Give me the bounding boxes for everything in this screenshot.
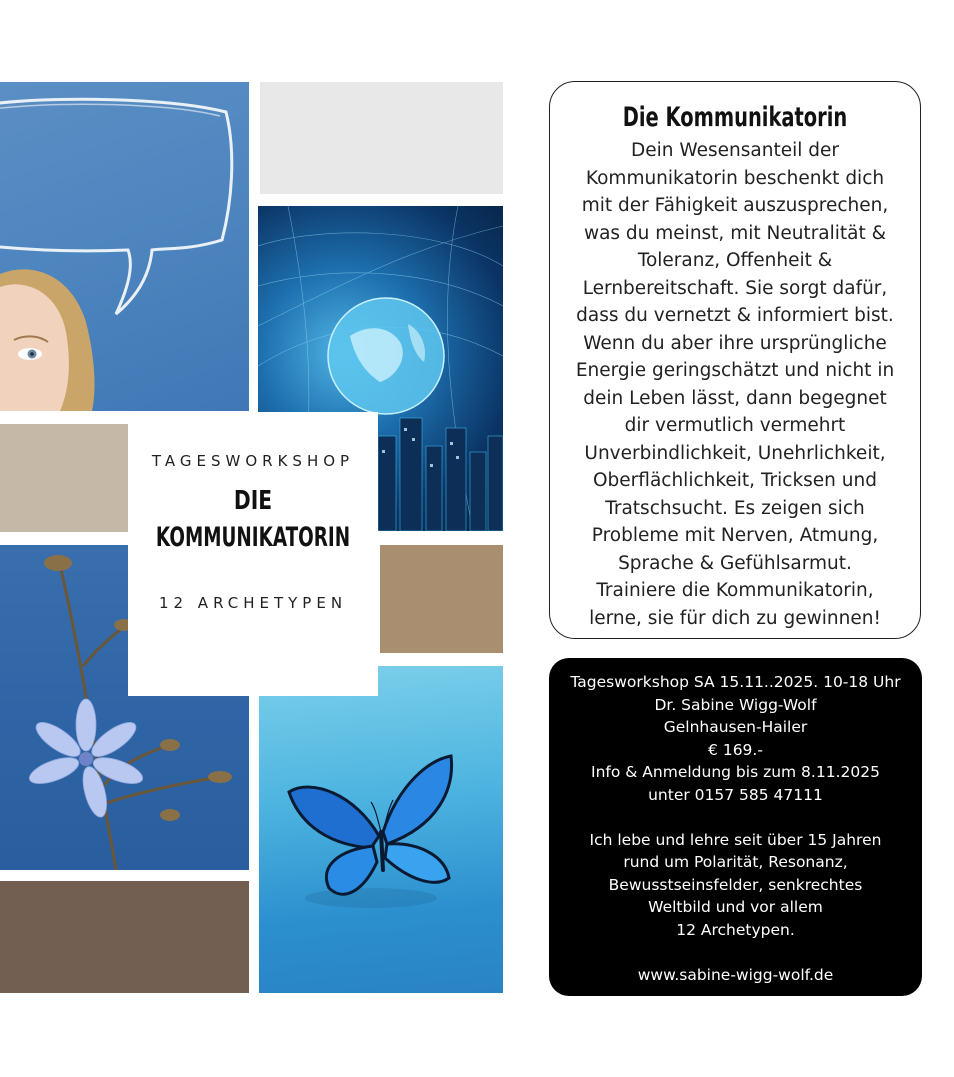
bio-line: Bewusstseinsfelder, senkrechtes: [608, 875, 863, 894]
description-line: was du meinst, mit Neutralität &: [583, 222, 887, 244]
description-line: Kommunikatorin beschenkt dich: [585, 167, 885, 189]
workshop-title-card: [128, 412, 378, 696]
title-line-2: KOMMUNIKATORIN: [155, 522, 351, 553]
description-text: [550, 137, 920, 632]
description-line: lerne, sie für dich zu gewinnen!: [589, 607, 881, 629]
speech-bubble-woman-photo: [0, 82, 249, 411]
blue-butterfly-photo: [259, 666, 503, 993]
description-line: Oberflächlichkeit, Tricksen und: [593, 470, 877, 491]
description-line: Energie geringschätzt und nicht in: [575, 360, 895, 381]
title-subtitle: 12 ARCHETYPEN: [158, 594, 348, 612]
description-line: dass du vernetzt & informiert bist.: [576, 305, 894, 326]
event-date-line: Tagesworkshop SA 15.11..2025. 10-18 Uhr: [570, 673, 901, 691]
description-line: Trainiere die Kommunikatorin,: [596, 580, 874, 601]
description-line: Dein Wesensanteil der: [631, 140, 839, 161]
info-spacer: [549, 806, 922, 829]
brown-color-block: [0, 881, 249, 993]
description-title: Die Kommunikatorin: [622, 102, 848, 133]
event-price-line: € 169.-: [708, 740, 763, 759]
description-line: dein Leben lässt, dann begegnet: [583, 387, 887, 409]
event-location-line: Gelnhausen-Hailer: [663, 718, 808, 736]
event-phone-line: unter 0157 585 47111: [648, 785, 823, 804]
website-link[interactable]: www.sabine-wigg-wolf.de: [637, 965, 834, 984]
description-line: Wenn du aber ihre ursprüngliche: [583, 332, 887, 354]
bio-line: Weltbild und vor allem: [648, 898, 823, 916]
speech-bubble-icon: [0, 82, 249, 411]
bio-line: Ich lebe und lehre seit über 15 Jahren: [589, 830, 882, 849]
butterfly-icon: [259, 666, 503, 993]
description-line: Probleme mit Nerven, Atmung,: [591, 525, 879, 546]
beige-color-block: [0, 424, 128, 532]
title-line-1: DIE: [233, 486, 273, 516]
bio-line: 12 Archetypen.: [676, 920, 795, 939]
description-line: mit der Fähigkeit auszusprechen,: [581, 195, 889, 216]
description-line: Lernbereitschaft. Sie sorgt dafür,: [582, 277, 888, 299]
title-kicker: TAGESWORKSHOP: [151, 452, 355, 470]
description-box: [549, 81, 921, 639]
tan-color-block: [380, 545, 503, 653]
event-info-box: [549, 658, 922, 996]
description-line: Unverbindlichkeit, Unehrlichkeit,: [584, 442, 886, 464]
bio-line: rund um Polarität, Resonanz,: [623, 853, 848, 871]
gray-color-block: [260, 82, 503, 194]
info-spacer: [549, 941, 922, 964]
description-line: Toleranz, Offenheit &: [637, 250, 833, 271]
description-line: Tratschsucht. Es zeigen sich: [605, 497, 865, 519]
description-line: dir vermutlich vermehrt: [624, 415, 846, 436]
event-registration-line: Info & Anmeldung bis zum 8.11.2025: [591, 763, 880, 781]
event-host-line: Dr. Sabine Wigg-Wolf: [654, 695, 817, 714]
description-line: Sprache & Gefühlsarmut.: [618, 552, 852, 574]
